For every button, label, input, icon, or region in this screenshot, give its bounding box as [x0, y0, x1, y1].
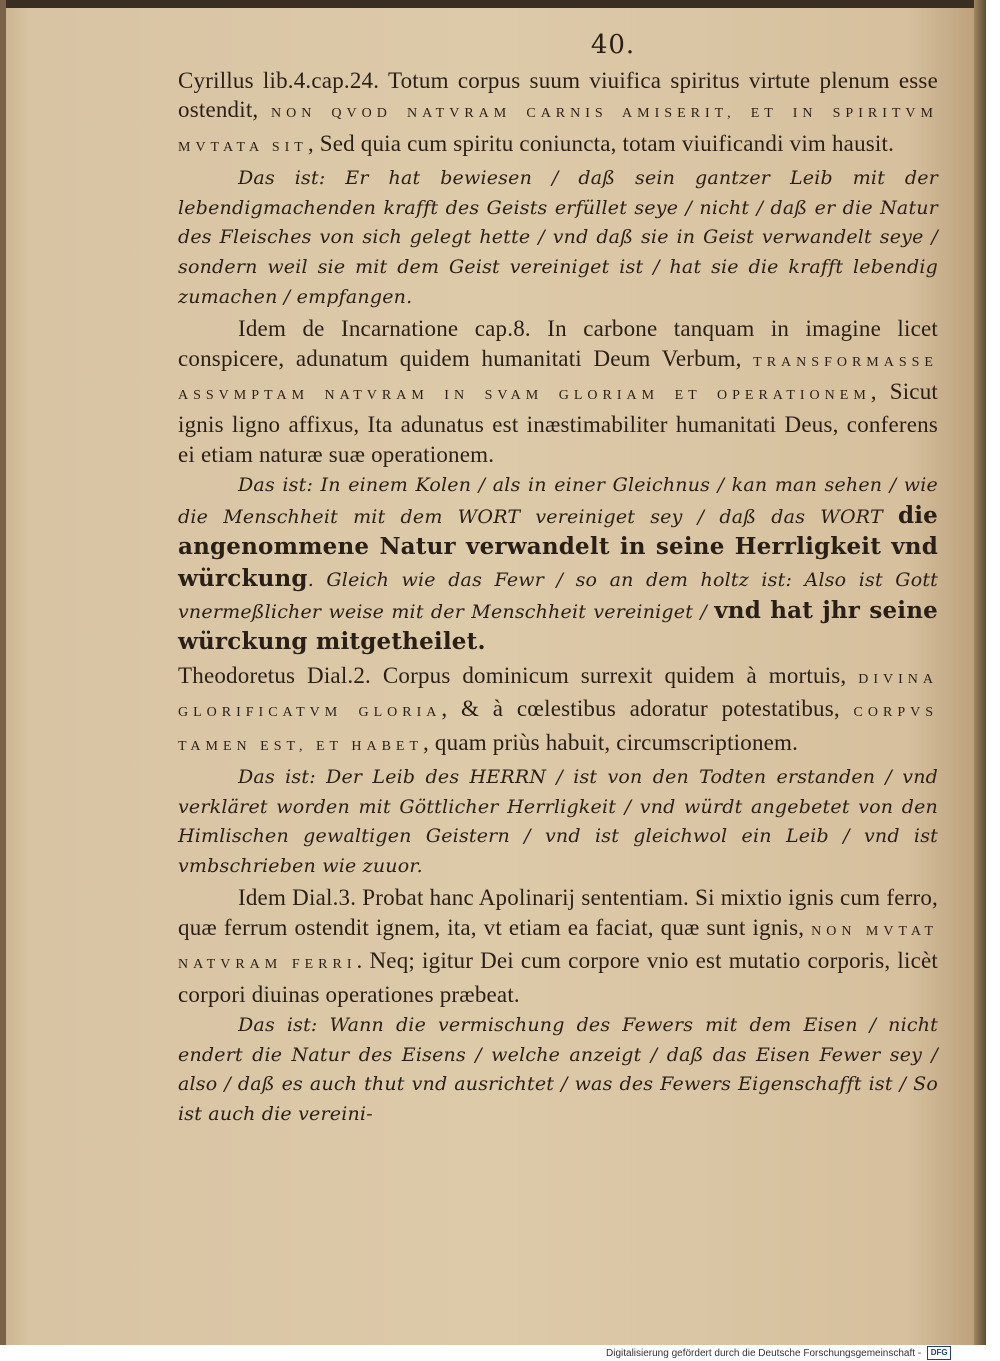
small-caps-segment: DIVINA GLORIFICATVM GLORIA: [178, 671, 938, 721]
text-segment: , quam priùs habuit, circumscriptionem.: [423, 729, 799, 755]
bold-segment: vnd hat jhr seine würckung mitgetheilet.: [178, 596, 938, 656]
bold-segment: die angenommene Natur verwandelt in seine Herrligkeit vnd würckung: [178, 501, 938, 592]
footer: [606, 1345, 1000, 1361]
german-paragraph: [178, 471, 938, 659]
latin-paragraph: [178, 314, 938, 469]
page-right-edge: [974, 0, 986, 1345]
text-segment: Das ist: Er hat bewiesen / daß sein gantzer Leib mit der lebendigmachenden krafft des Geists erfüllet seye / nicht / daß er die Natur des Fleisches von sich gelegt hette / vnd daß sie in Geist verwandelt seye / sondern weil sie mit dem Geist vereiniget ist / hat sie die krafft lebendig zumachen / empfangen.: [178, 167, 938, 308]
text-segment: . Neq; igitur Dei cum corpore vnio est mutatio corporis, licèt corpori diuinas operationes præbeat.: [178, 948, 938, 1007]
german-paragraph: [178, 1011, 938, 1129]
text-segment: , Sicut ignis ligno affixus, Ita adunatus est inæstimabiliter humanitati Deus, conferens ei etiam naturæ suæ operationem.: [178, 379, 938, 467]
text-segment: Idem Dial.3. Probat hanc Apolinarij sententiam. Si mixtio ignis cum ferro, quæ ferrum ostendit ignem, ita, vt etiam ea faciat, quæ sunt ignis,: [178, 885, 938, 940]
small-caps-segment: CORPVS TAMEN EST, ET HABET: [178, 705, 938, 754]
text-segment: Cyrillus lib.4.cap.24. Totum corpus suum viuifica spiritus virtute plenum esse ostendit,: [178, 68, 938, 123]
small-caps-segment: TRANSFORMASSE ASSVMPTAM NATVRAM IN SVAM GLORIAM ET OPERATIONEM: [178, 354, 938, 403]
small-caps-segment: NON MVTAT NATVRAM FERRI: [178, 923, 938, 973]
paragraphs: [178, 66, 938, 1129]
german-paragraph: [178, 763, 938, 881]
text-segment: Idem de Incarnatione cap.8. In carbone tanquam in imagine licet conspicere, adunatum quidem humanitati Deum Verbum,: [178, 316, 938, 371]
text-segment: Das ist: Der Leib des HERRN / ist von den Todten erstanden / vnd verkläret worden mit Göttlicher Herrligkeit / vnd würdt angebetet von den Himlischen gewaltigen Geistern / vnd ist gleichwol ein Leib / vnd ist vmbschrieben wie zuuor.: [178, 766, 938, 877]
text-segment: Das ist: In einem Kolen / als in einer Gleichnus / kan man sehen / wie die Menschheit mit dem WORT vereiniget sey / daß das WORT: [178, 474, 938, 528]
latin-paragraph: [178, 66, 938, 162]
text-segment: Theodoretus Dial.2. Corpus dominicum surrexit quidem à mortuis,: [178, 662, 859, 688]
page-number: 40.: [590, 30, 636, 60]
latin-paragraph: [178, 661, 938, 761]
text-segment: . Gleich wie das Fewr / so an dem holtz ist: Also ist Gott vnermeßlicher weise mit der Menschheit vereiniget /: [178, 569, 938, 623]
footer-text: Digitalisierung gefördert durch die Deutsche Forschungsgemeinschaft -: [606, 1347, 922, 1359]
text-segment: , & à cœlestibus adoratur potestatibus,: [441, 696, 854, 722]
text-block: [178, 30, 938, 1131]
text-segment: Das ist: Wann die vermischung des Fewers mit dem Eisen / nicht endert die Natur des Eisens / welche anzeigt / daß das Eisen Fewer sey / also / daß es auch thut vnd ausrichtet / was des Fewers Eigenschafft ist / So ist auch die vereini-: [178, 1014, 938, 1125]
latin-paragraph: [178, 883, 938, 1009]
german-paragraph: [178, 164, 938, 312]
page-left-edge: [0, 0, 6, 1345]
page-top-shadow: [0, 0, 986, 8]
dfg-logo: DFG: [927, 1346, 951, 1360]
text-segment: , Sed quia cum spiritu coniuncta, totam viuificandi vim hausit.: [307, 130, 895, 156]
small-caps-segment: NON QVOD NATVRAM CARNIS AMISERIT, ET IN SPIRITVM MVTATA SIT: [178, 106, 938, 155]
